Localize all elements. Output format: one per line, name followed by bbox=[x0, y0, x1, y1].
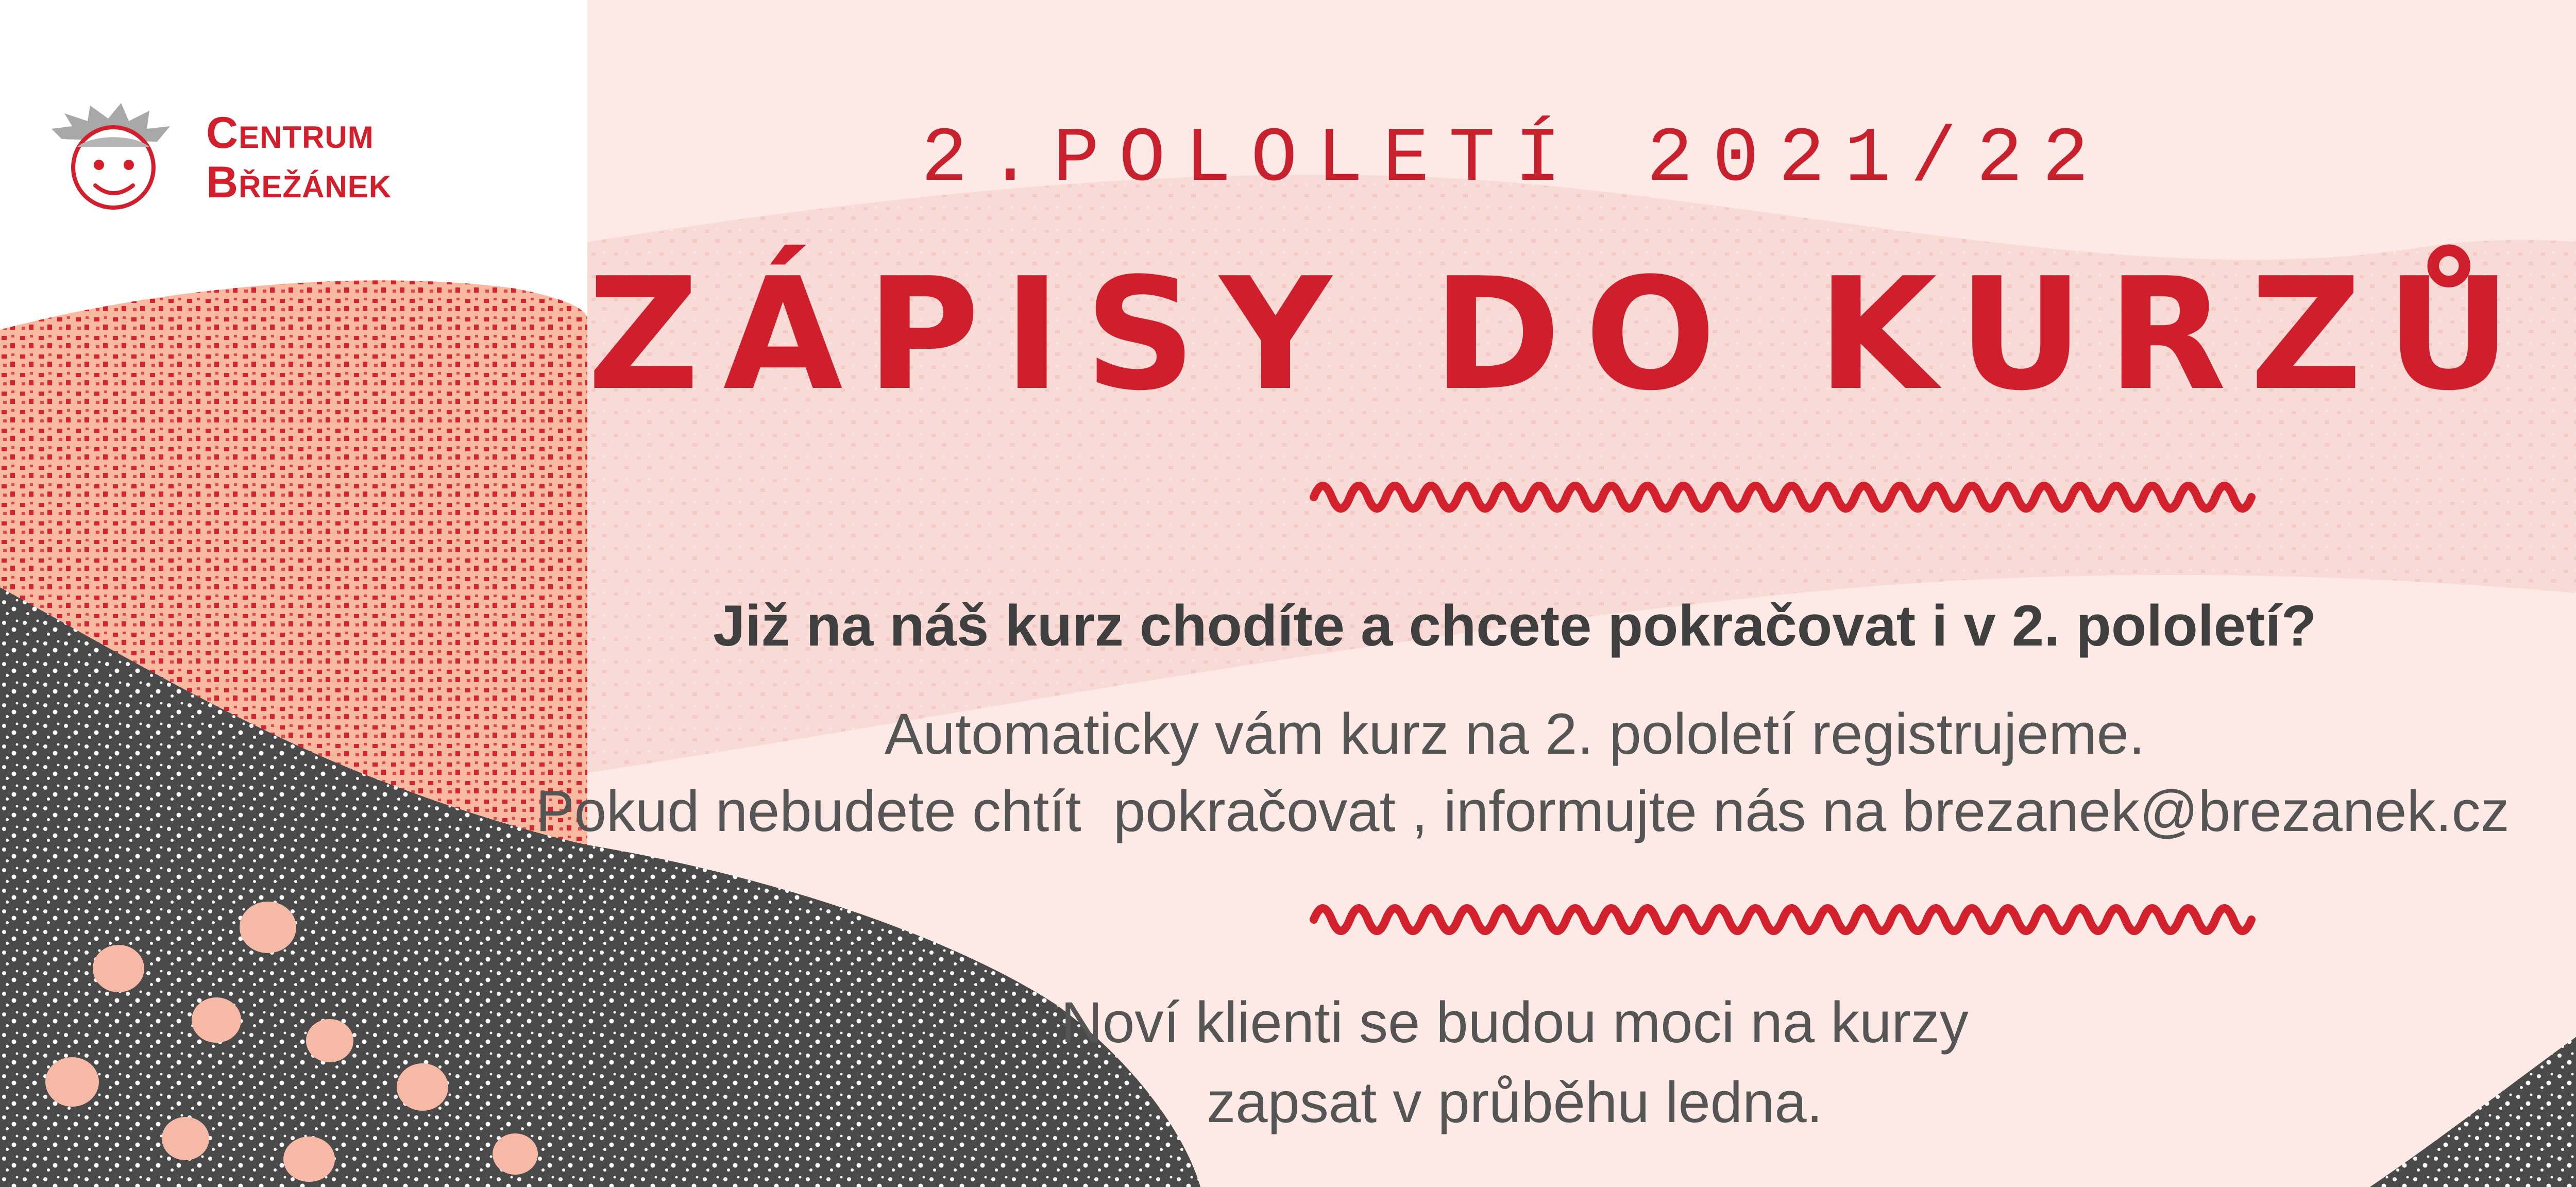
auto-registration-text: Automaticky vám kurz na 2. pololetí registrujeme. bbox=[884, 702, 2145, 766]
logo bbox=[41, 88, 433, 222]
wavy-divider bbox=[1309, 899, 2257, 940]
logo-line1: Centrum bbox=[206, 108, 374, 158]
new-clients-line1: Noví klienti se budou moci na kurzy bbox=[1061, 990, 1969, 1055]
semester-subtitle: 2.POLOLETÍ 2021/22 bbox=[921, 116, 2109, 204]
returning-clients-question: Již na náš kurz chodíte a chcete pokračovat i v 2. pololetí? bbox=[713, 594, 2317, 658]
child-face-icon bbox=[41, 98, 196, 216]
logo-line2: Břežánek bbox=[206, 158, 392, 207]
page-title: ZÁPISY DO KURZŮ bbox=[587, 245, 2535, 425]
contact-text: Pokud nebudete chtít pokračovat , informujte nás na brezanek@brezanek.cz bbox=[536, 779, 2510, 843]
new-clients-line2: zapsat v průběhu ledna. bbox=[1207, 1070, 1823, 1134]
wavy-divider bbox=[1309, 477, 2257, 518]
